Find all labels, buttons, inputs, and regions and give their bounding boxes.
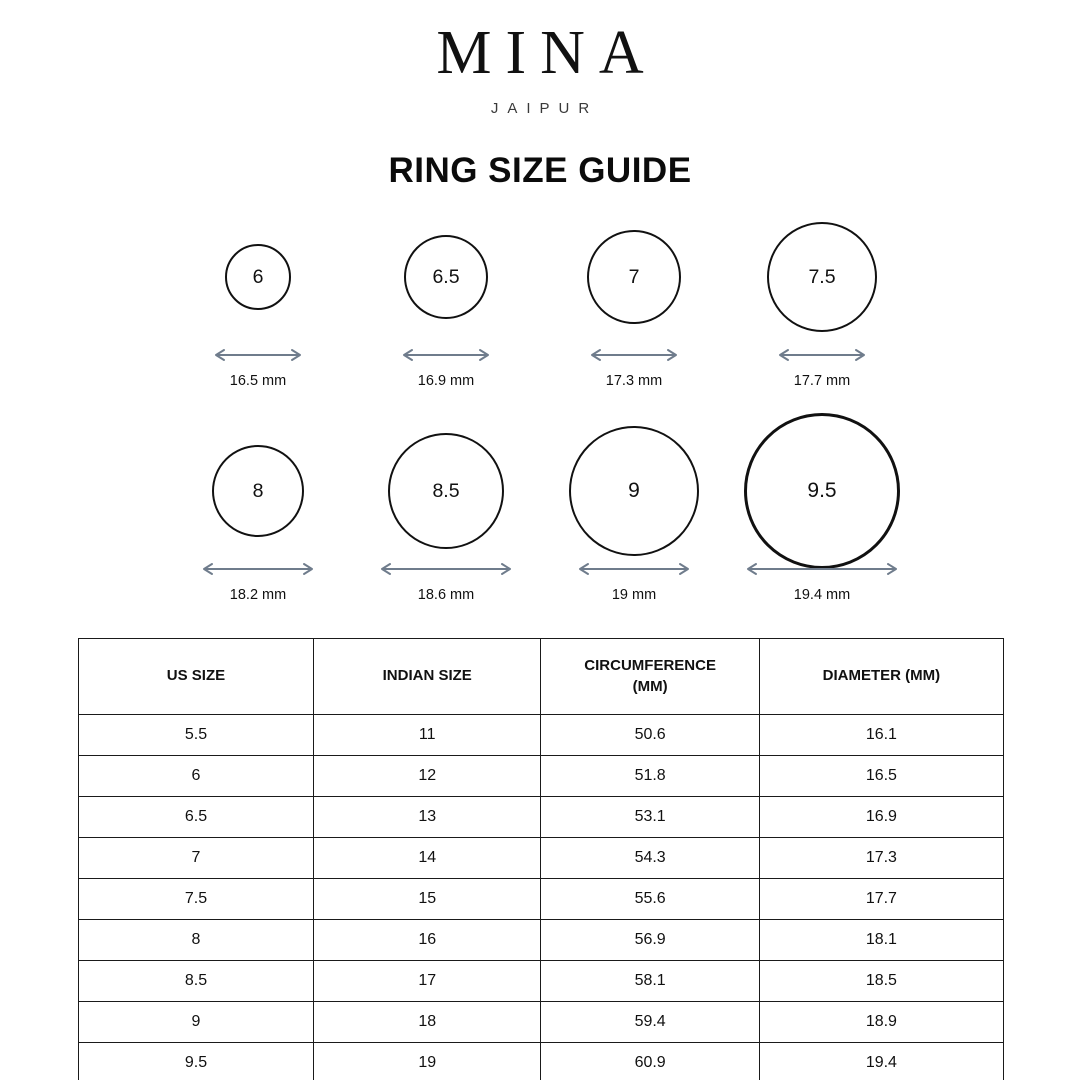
table-cell: 17.3 [759,838,1003,879]
ring-circle-area [767,217,877,337]
table-row [79,1043,1004,1080]
table-cell: 14 [313,838,541,879]
ring-row-bottom [0,431,1080,603]
size-table [78,638,1004,1080]
table-cell: 8 [79,920,314,961]
ring-circle-area [404,217,488,337]
ring-size-cell [164,217,352,389]
ring-circle: 9 [569,426,699,556]
table-cell: 58.1 [541,961,759,1002]
table-cell: 19 [313,1043,541,1080]
table-cell: 11 [313,715,541,756]
table-cell: 9 [79,1002,314,1043]
ring-circle-area [212,431,304,551]
table-cell: 8.5 [79,961,314,1002]
ring-circle: 8.5 [388,433,504,549]
ring-size-cell [352,431,540,603]
ring-diameter-label: 18.2 mm [229,587,287,603]
ring-diameter-label: 17.7 mm [793,373,851,389]
ring-circle: 8 [212,445,304,537]
table-cell: 13 [313,797,541,838]
table-cell: 7 [79,838,314,879]
ring-circle-area [744,431,900,551]
table-cell: 18 [313,1002,541,1043]
table-cell: 16.1 [759,715,1003,756]
ring-row-top [0,217,1080,389]
table-cell: 50.6 [541,715,759,756]
table-cell: 17 [313,961,541,1002]
table-cell: 9.5 [79,1043,314,1080]
table-row [79,1002,1004,1043]
table-row [79,920,1004,961]
table-cell: 6.5 [79,797,314,838]
table-row [79,961,1004,1002]
ring-diameter-label: 17.3 mm [605,373,663,389]
table-column-header: DIAMETER (MM) [759,639,1003,715]
diameter-arrow-icon [774,345,870,365]
table-header-row [79,639,1004,715]
ring-size-cell [164,431,352,603]
ring-circle: 9.5 [744,413,900,569]
ring-diameter-label: 18.6 mm [417,587,475,603]
diameter-arrow-icon [198,559,318,579]
table-cell: 55.6 [541,879,759,920]
table-row [79,879,1004,920]
table-cell: 7.5 [79,879,314,920]
ring-size-cell [540,217,728,389]
table-cell: 16.5 [759,756,1003,797]
page-title: RING SIZE GUIDE [388,151,692,190]
table-cell: 6 [79,756,314,797]
ring-diameter-label: 16.9 mm [417,373,475,389]
brand-header [0,0,1080,117]
ring-size-cell [728,431,916,603]
table-row [79,838,1004,879]
table-cell: 18.1 [759,920,1003,961]
ring-circle: 6 [225,244,291,310]
ring-size-cell [352,217,540,389]
table-cell: 59.4 [541,1002,759,1043]
table-cell: 18.9 [759,1002,1003,1043]
table-column-header: INDIAN SIZE [313,639,541,715]
table-cell: 5.5 [79,715,314,756]
brand-subtitle: JAIPUR [490,100,599,117]
table-row [79,756,1004,797]
ring-circle: 7 [587,230,681,324]
diameter-arrow-icon [210,345,306,365]
table-cell: 19.4 [759,1043,1003,1080]
table-cell: 60.9 [541,1043,759,1080]
table-row [79,797,1004,838]
ring-diameter-label: 19 mm [611,587,657,603]
diameter-arrow-icon [376,559,516,579]
diameter-arrow-icon [574,559,694,579]
table-cell: 15 [313,879,541,920]
table-cell: 54.3 [541,838,759,879]
table-cell: 51.8 [541,756,759,797]
table-cell: 18.5 [759,961,1003,1002]
ring-size-cell [728,217,916,389]
table-cell: 16.9 [759,797,1003,838]
table-body [79,715,1004,1080]
diameter-arrow-icon [398,345,494,365]
table-cell: 53.1 [541,797,759,838]
table-column-header: US SIZE [79,639,314,715]
ring-diameter-label: 16.5 mm [229,373,287,389]
table-row [79,715,1004,756]
ring-circle: 6.5 [404,235,488,319]
table-column-header: CIRCUMFERENCE (MM) [541,639,759,715]
ring-circle-area [569,431,699,551]
table-cell: 17.7 [759,879,1003,920]
diameter-arrow-icon [586,345,682,365]
table-cell: 56.9 [541,920,759,961]
ring-size-cell [540,431,728,603]
ring-circle-area [225,217,291,337]
size-table-wrap [78,638,1004,1080]
ring-circle: 7.5 [767,222,877,332]
ring-circle-area [587,217,681,337]
ring-circle-area [388,431,504,551]
diameter-arrow-icon [742,559,902,579]
ring-diameter-label: 19.4 mm [793,587,851,603]
brand-name: MINA [436,19,658,87]
table-cell: 16 [313,920,541,961]
table-cell: 12 [313,756,541,797]
